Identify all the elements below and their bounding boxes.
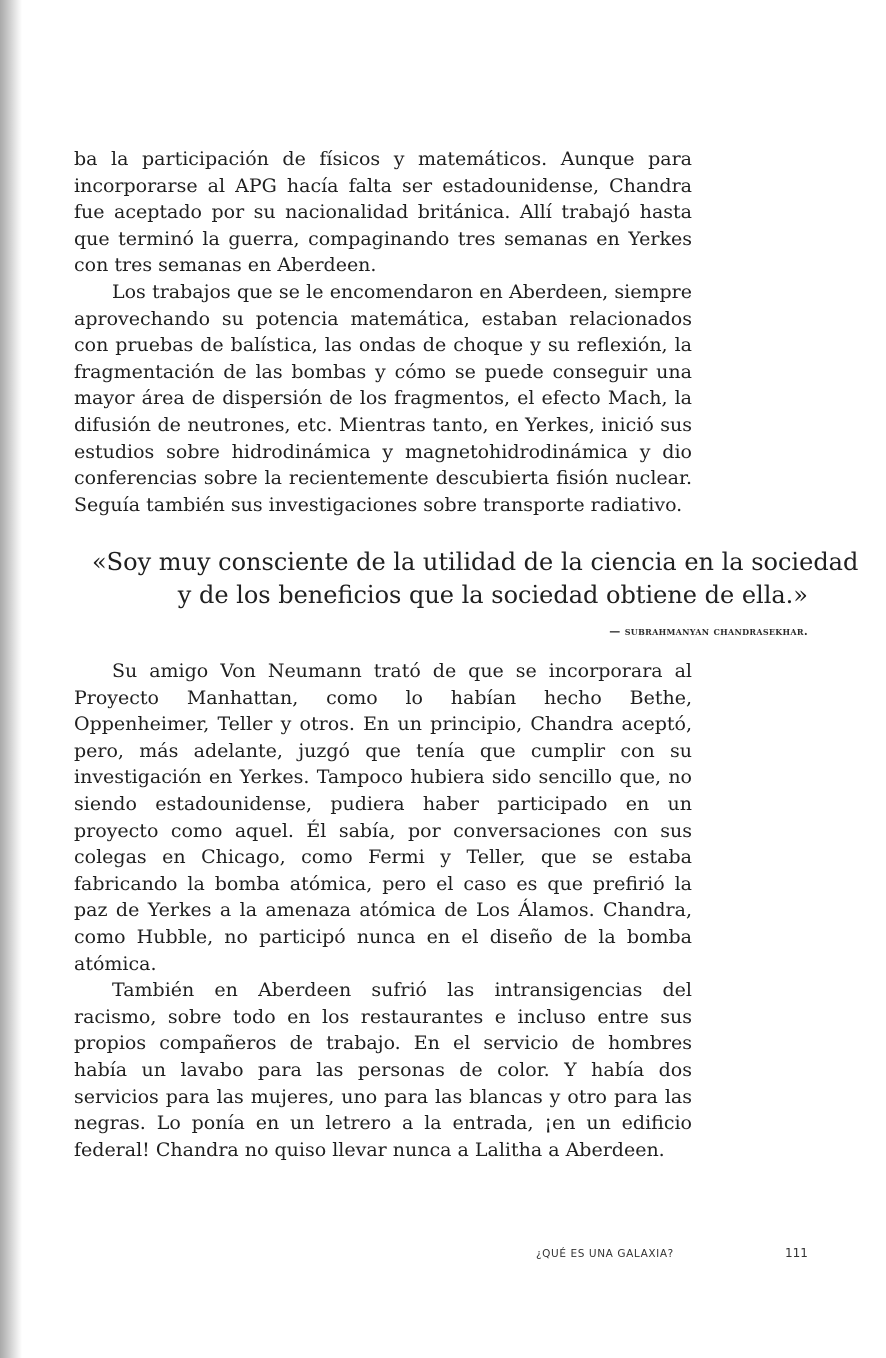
body-text-bottom — [74, 658, 692, 1163]
paragraph-racism: También en Aberdeen sufrió las intransigencias del racismo, sobre todo en los restaurantes e incluso entre sus propios compañeros de trabajo. En el servicio de hombres había un lavabo para las personas de color. Y había dos servicios para las mujeres, uno para las blancas y otro para las negras. Lo ponía en un letrero a la entrada, ¡en un edificio federal! Chandra no quiso llevar nunca a Lalitha a Aberdeen. — [74, 979, 692, 1161]
paragraph-continued: ba la participación de físicos y matemáticos. Aunque para incorporarse al APG hacía falta ser estadounidense, Chandra fue aceptado por su nacionalidad británica. Allí trabajó hasta que terminó la guerra, compaginando tres semanas en Yerkes con tres semanas en Aberdeen. — [74, 148, 692, 277]
quote-attribution — [609, 625, 808, 638]
page-number: 111 — [785, 1246, 808, 1260]
paragraph-aberdeen-work: Los trabajos que se le encomendaron en Aberdeen, siempre aprovechando su potencia matemática, estaban relacionados con pruebas de balística, las ondas de choque y su reflexión, la fragmentación de las bombas y cómo se puede conseguir una mayor área de dispersión de los fragmentos, el efecto Mach, la difusión de neutrones, etc. Mientras tanto, en Yerkes, inició sus estudios sobre hidrodinámica y magnetohidrodinámica y dio conferencias sobre la recientemente descubierta fisión nuclear. Seguía también sus investigaciones sobre transporte radiativo. — [74, 280, 692, 516]
pull-quote-line-1: «Soy muy consciente de la utilidad de la ciencia en la sociedad — [92, 548, 859, 576]
body-text-top — [74, 146, 692, 518]
pull-quote-line-2: y de los beneficios que la sociedad obtiene de ella.» — [177, 581, 808, 609]
attribution-dash: — — [609, 625, 621, 638]
page-gutter-shadow — [0, 0, 22, 1358]
attribution-first-name: subrahmanyan — [624, 625, 710, 638]
running-footer-title: ¿QUÉ ES UNA GALAXIA? — [536, 1248, 674, 1260]
paragraph-manhattan-project: Su amigo Von Neumann trató de que se incorporara al Proyecto Manhattan, como lo habían hecho Bethe, Oppenheimer, Teller y otros. En un principio, Chandra aceptó, pero, más adelante, juzgó que tenía que cumplir con su investigación en Yerkes. Tampoco hubiera sido sencillo que, no siendo estadounidense, pudiera haber participado en un proyecto como aquel. Él sabía, por conversaciones con sus colegas en Chicago, como Fermi y Teller, que se estaba fabricando la bomba atómica, pero el caso es que prefirió la paz de Yerkes a la amenaza atómica de Los Álamos. Chandra, como Hubble, no participó nunca en el diseño de la bomba atómica. — [74, 660, 692, 975]
attribution-last-name: chandrasekhar. — [713, 625, 808, 638]
pull-quote — [92, 546, 859, 612]
